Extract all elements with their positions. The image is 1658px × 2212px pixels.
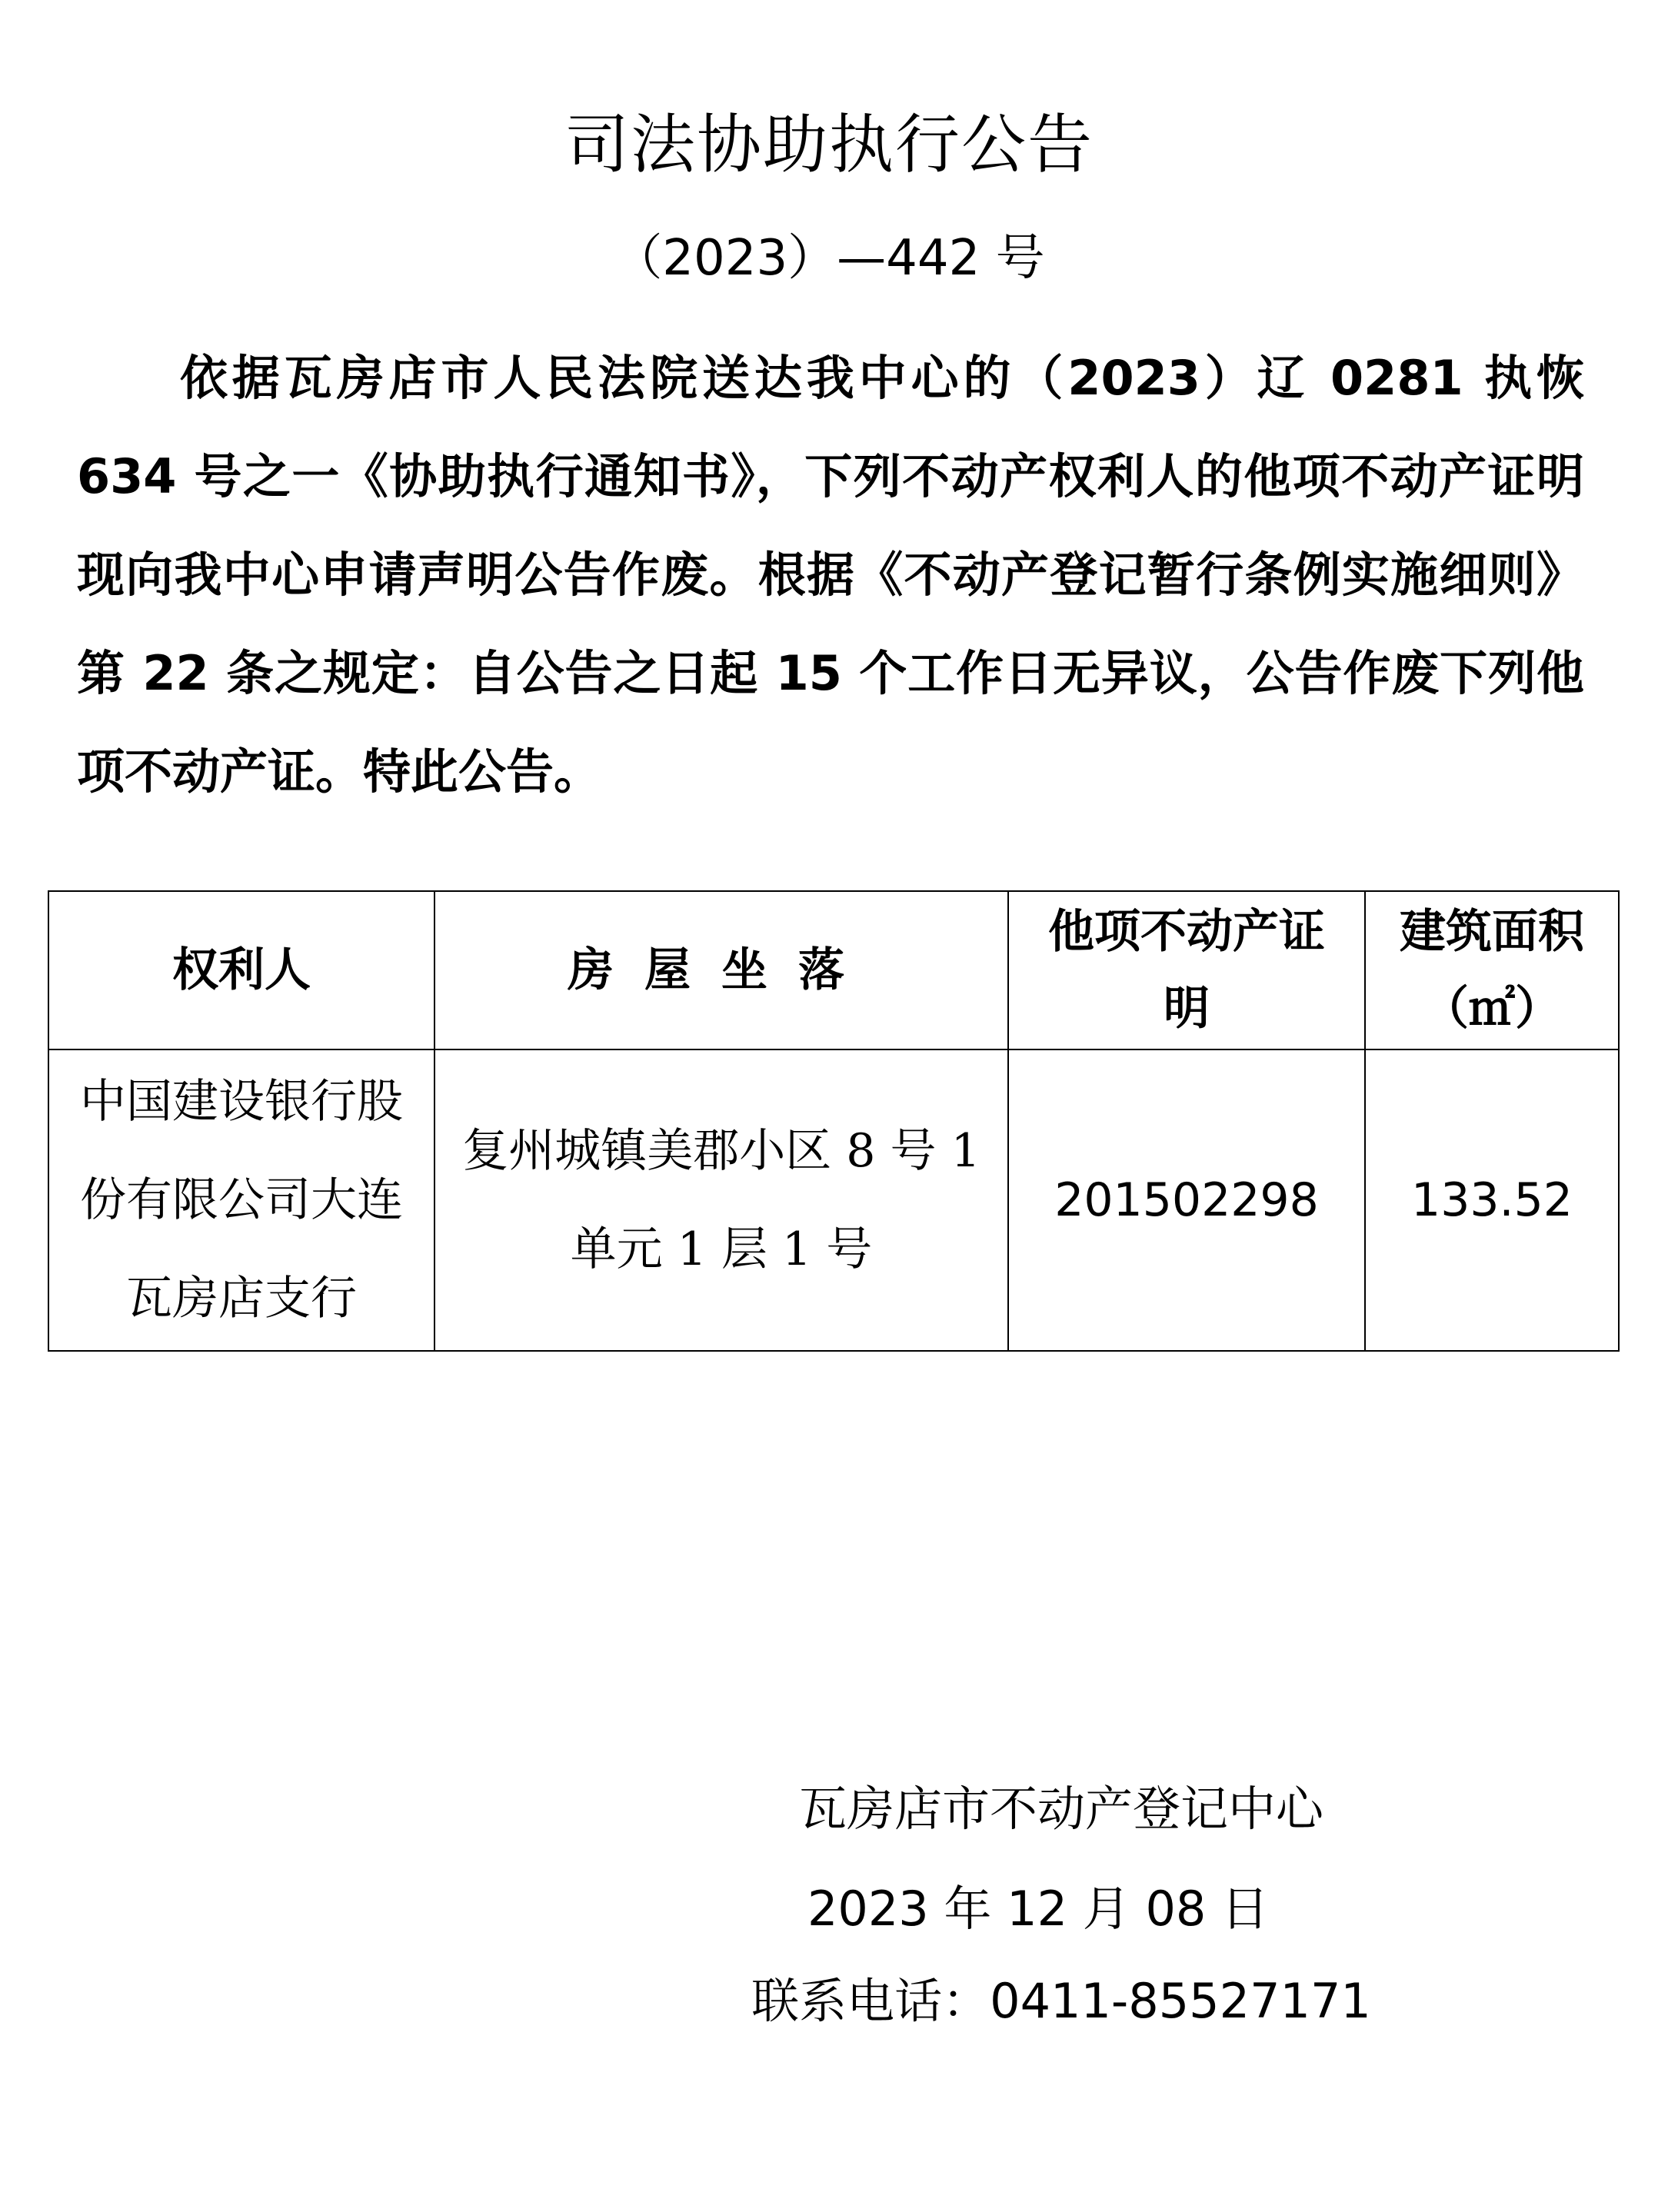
header-certificate: 他项不动产证明 [1008, 891, 1365, 1049]
header-address: 房屋坐落 [434, 891, 1008, 1049]
table-header-row [48, 891, 1619, 1049]
page-title: 司法协助执行公告 [564, 107, 1094, 182]
issue-date: 2023 年 12 月 08 日 [807, 1881, 1270, 1937]
cell-holder: 中国建设银行股份有限公司大连瓦房店支行 [48, 1049, 434, 1351]
cell-area: 133.52 [1365, 1049, 1619, 1351]
cell-address: 复州城镇美郡小区 8 号 1 单元 1 层 1 号 [434, 1049, 1008, 1351]
table-row [48, 1049, 1619, 1351]
certificate-table [48, 890, 1620, 1352]
notice-body: 依据瓦房店市人民法院送达我中心的（2023）辽 0281 执恢 634 号之一《协助执行通知书》，下列不动产权利人的他项不动产证明现向我中心申请声明公告作废。根据《不动产登记暂行条例实施细则》第 22 条之规定：自公告之日起 15 个工作日无异议，公告作废下列他项不动产证。特此公告。 [77, 350, 1584, 800]
header-holder: 权利人 [48, 891, 434, 1049]
contact-phone: 联系电话：0411-85527171 [751, 1973, 1371, 2029]
document-number: （2023）—442 号 [613, 230, 1045, 287]
issuing-organization: 瓦房店市不动产登记中心 [798, 1781, 1323, 1837]
cell-certificate: 201502298 [1008, 1049, 1365, 1351]
header-area: 建筑面积（㎡） [1365, 891, 1619, 1049]
